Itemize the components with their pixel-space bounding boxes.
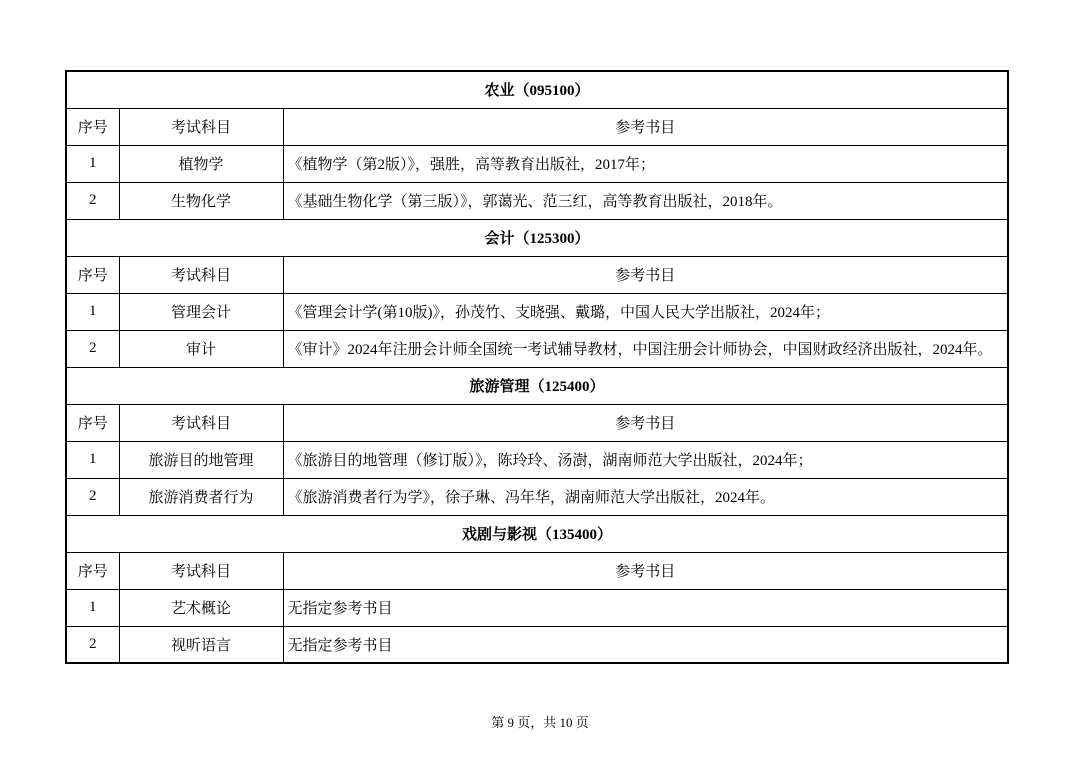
col-header-subject: 考试科目 <box>119 404 283 441</box>
cell-subject: 旅游消费者行为 <box>119 478 283 515</box>
table-header-row <box>66 552 1008 589</box>
cell-no: 1 <box>66 589 119 626</box>
section-title-row <box>66 219 1008 256</box>
section-title-row <box>66 71 1008 108</box>
cell-no: 1 <box>66 293 119 330</box>
col-header-no: 序号 <box>66 404 119 441</box>
section-title: 会计（125300） <box>66 219 1008 256</box>
table-row <box>66 478 1008 515</box>
table-row <box>66 293 1008 330</box>
cell-no: 2 <box>66 182 119 219</box>
col-header-subject: 考试科目 <box>119 108 283 145</box>
cell-books: 《植物学（第2版）》，强胜，高等教育出版社，2017年； <box>283 145 1008 182</box>
cell-subject: 管理会计 <box>119 293 283 330</box>
col-header-no: 序号 <box>66 108 119 145</box>
col-header-books: 参考书目 <box>283 108 1008 145</box>
col-header-books: 参考书目 <box>283 256 1008 293</box>
section-title: 旅游管理（125400） <box>66 367 1008 404</box>
table-row <box>66 626 1008 663</box>
cell-books: 《管理会计学(第10版)》，孙茂竹、支晓强、戴璐，中国人民大学出版社，2024年； <box>283 293 1008 330</box>
cell-no: 2 <box>66 330 119 367</box>
section-title-row <box>66 367 1008 404</box>
cell-books: 无指定参考书目 <box>283 589 1008 626</box>
col-header-subject: 考试科目 <box>119 552 283 589</box>
table-row <box>66 182 1008 219</box>
table-header-row <box>66 404 1008 441</box>
cell-books: 无指定参考书目 <box>283 626 1008 663</box>
section-title: 戏剧与影视（135400） <box>66 515 1008 552</box>
table-header-row <box>66 108 1008 145</box>
col-header-no: 序号 <box>66 256 119 293</box>
cell-no: 1 <box>66 145 119 182</box>
section-title-row <box>66 515 1008 552</box>
cell-books: 《旅游目的地管理（修订版）》，陈玲玲、汤澍，湖南师范大学出版社，2024年； <box>283 441 1008 478</box>
cell-subject: 植物学 <box>119 145 283 182</box>
cell-subject: 视听语言 <box>119 626 283 663</box>
cell-subject: 生物化学 <box>119 182 283 219</box>
cell-no: 1 <box>66 441 119 478</box>
cell-subject: 旅游目的地管理 <box>119 441 283 478</box>
cell-subject: 审计 <box>119 330 283 367</box>
cell-books: 《旅游消费者行为学》，徐子琳、冯年华，湖南师范大学出版社，2024年。 <box>283 478 1008 515</box>
table-row <box>66 330 1008 367</box>
page-footer: 第 9 页，共 10 页 <box>491 715 589 730</box>
cell-books: 《基础生物化学（第三版）》，郭蔼光、范三红，高等教育出版社，2018年。 <box>283 182 1008 219</box>
section-title: 农业（095100） <box>66 71 1008 108</box>
cell-no: 2 <box>66 478 119 515</box>
col-header-subject: 考试科目 <box>119 256 283 293</box>
cell-no: 2 <box>66 626 119 663</box>
table-header-row <box>66 256 1008 293</box>
cell-subject: 艺术概论 <box>119 589 283 626</box>
col-header-no: 序号 <box>66 552 119 589</box>
table-row <box>66 589 1008 626</box>
col-header-books: 参考书目 <box>283 404 1008 441</box>
col-header-books: 参考书目 <box>283 552 1008 589</box>
table-row <box>66 145 1008 182</box>
exam-reference-table <box>65 70 1009 664</box>
table-row <box>66 441 1008 478</box>
cell-books: 《审计》2024年注册会计师全国统一考试辅导教材，中国注册会计师协会，中国财政经济出版社，2024年。 <box>283 330 1008 367</box>
